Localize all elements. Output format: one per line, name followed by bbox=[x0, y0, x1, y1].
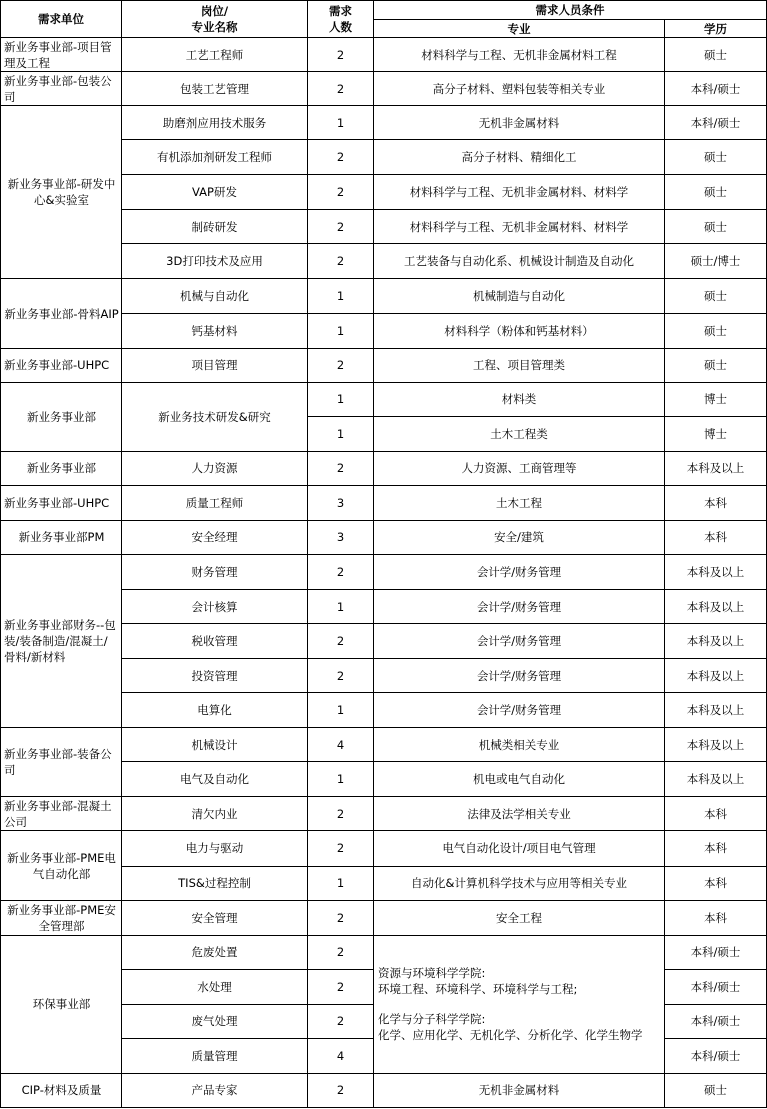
count-cell: 1 bbox=[308, 382, 374, 416]
degree-cell: 本科/硕士 bbox=[665, 1038, 767, 1073]
unit-cell: 新业务事业部-包装公司 bbox=[1, 72, 122, 106]
count-cell: 2 bbox=[308, 1073, 374, 1107]
count-cell: 4 bbox=[308, 728, 374, 762]
position-cell: 工艺工程师 bbox=[122, 38, 308, 72]
major-cell: 土木工程类 bbox=[374, 416, 665, 451]
table-row bbox=[1, 900, 767, 935]
position-cell: 投资管理 bbox=[122, 659, 308, 693]
count-cell: 1 bbox=[308, 762, 374, 797]
position-cell: 包装工艺管理 bbox=[122, 72, 308, 106]
unit-cell: 新业务事业部-PME电气自动化部 bbox=[1, 831, 122, 900]
major-cell: 会计学/财务管理 bbox=[374, 659, 665, 693]
count-cell: 1 bbox=[308, 866, 374, 900]
major-cell: 机电或电气自动化 bbox=[374, 762, 665, 797]
degree-cell: 本科及以上 bbox=[665, 659, 767, 693]
major-cell: 材料科学与工程、无机非金属材料、材料学 bbox=[374, 210, 665, 244]
count-cell: 1 bbox=[308, 416, 374, 451]
position-cell: 3D打印技术及应用 bbox=[122, 244, 308, 279]
unit-cell: 新业务事业部-PME安全管理部 bbox=[1, 900, 122, 935]
degree-cell: 本科/硕士 bbox=[665, 1004, 767, 1038]
major-cell: 机械制造与自动化 bbox=[374, 279, 665, 313]
table-row bbox=[1, 797, 767, 831]
degree-cell: 本科 bbox=[665, 866, 767, 900]
count-cell: 2 bbox=[308, 900, 374, 935]
degree-cell: 本科/硕士 bbox=[665, 72, 767, 106]
position-cell: 电气及自动化 bbox=[122, 762, 308, 797]
major-cell: 土木工程 bbox=[374, 485, 665, 520]
position-cell: 有机添加剂研发工程师 bbox=[122, 140, 308, 175]
position-cell: 会计核算 bbox=[122, 590, 308, 624]
degree-cell: 硕士 bbox=[665, 140, 767, 175]
count-cell: 2 bbox=[308, 244, 374, 279]
major-cell: 法律及法学相关专业 bbox=[374, 797, 665, 831]
count-cell: 1 bbox=[308, 313, 374, 348]
count-cell: 1 bbox=[308, 106, 374, 140]
env-major-line: 化学与分子科学学院: bbox=[378, 1012, 486, 1027]
position-cell: 机械设计 bbox=[122, 728, 308, 762]
unit-cell: 新业务事业部-UHPC bbox=[1, 485, 122, 520]
unit-cell: 新业务事业部财务--包装/装备制造/混凝土/骨料/新材料 bbox=[1, 554, 122, 727]
count-cell: 2 bbox=[308, 797, 374, 831]
position-cell: 项目管理 bbox=[122, 348, 308, 382]
env-major-line: 环境工程、环境科学、环境科学与工程; bbox=[378, 982, 578, 997]
major-cell: 安全工程 bbox=[374, 900, 665, 935]
position-cell: 人力资源 bbox=[122, 451, 308, 485]
position-cell: 电算化 bbox=[122, 693, 308, 728]
major-cell: 安全/建筑 bbox=[374, 520, 665, 554]
major-cell: 会计学/财务管理 bbox=[374, 554, 665, 589]
major-cell: 材料类 bbox=[374, 382, 665, 416]
header-degree: 学历 bbox=[665, 20, 767, 38]
degree-cell: 博士 bbox=[665, 416, 767, 451]
unit-cell: 新业务事业部 bbox=[1, 382, 122, 451]
unit-cell: 新业务事业部 bbox=[1, 451, 122, 485]
degree-cell: 硕士 bbox=[665, 1073, 767, 1107]
header-row-top bbox=[1, 1, 767, 20]
count-cell: 2 bbox=[308, 140, 374, 175]
position-cell: 安全管理 bbox=[122, 900, 308, 935]
count-cell: 2 bbox=[308, 1004, 374, 1038]
major-cell: 会计学/财务管理 bbox=[374, 624, 665, 659]
unit-cell: CIP-材料及质量 bbox=[1, 1073, 122, 1107]
header-major: 专业 bbox=[374, 20, 665, 38]
count-cell: 2 bbox=[308, 659, 374, 693]
count-cell: 2 bbox=[308, 348, 374, 382]
degree-cell: 本科/硕士 bbox=[665, 935, 767, 969]
position-cell: 助磨剂应用技术服务 bbox=[122, 106, 308, 140]
degree-cell: 硕士 bbox=[665, 210, 767, 244]
table-row bbox=[1, 38, 767, 72]
unit-cell: 新业务事业部-混凝土公司 bbox=[1, 797, 122, 831]
degree-cell: 本科 bbox=[665, 900, 767, 935]
header-count: 需求 人数 bbox=[308, 1, 374, 38]
position-cell: 危废处置 bbox=[122, 935, 308, 969]
position-cell: 质量工程师 bbox=[122, 485, 308, 520]
degree-cell: 本科 bbox=[665, 485, 767, 520]
table-row bbox=[1, 1073, 767, 1107]
count-cell: 1 bbox=[308, 693, 374, 728]
degree-cell: 本科及以上 bbox=[665, 728, 767, 762]
degree-cell: 本科及以上 bbox=[665, 624, 767, 659]
table-row bbox=[1, 279, 767, 313]
unit-cell: 新业务事业部-装备公司 bbox=[1, 728, 122, 797]
count-cell: 2 bbox=[308, 72, 374, 106]
degree-cell: 硕士/博士 bbox=[665, 244, 767, 279]
degree-cell: 硕士 bbox=[665, 279, 767, 313]
degree-cell: 硕士 bbox=[665, 313, 767, 348]
unit-cell: 新业务事业部-项目管理及工程 bbox=[1, 38, 122, 72]
table-row bbox=[1, 485, 767, 520]
degree-cell: 硕士 bbox=[665, 38, 767, 72]
header-unit: 需求单位 bbox=[1, 1, 122, 38]
degree-cell: 本科 bbox=[665, 520, 767, 554]
count-cell: 3 bbox=[308, 520, 374, 554]
major-cell: 材料科学（粉体和钙基材料） bbox=[374, 313, 665, 348]
major-cell: 高分子材料、塑料包装等相关专业 bbox=[374, 72, 665, 106]
position-cell: 钙基材料 bbox=[122, 313, 308, 348]
table-row bbox=[1, 106, 767, 140]
major-cell: 无机非金属材料 bbox=[374, 106, 665, 140]
position-cell: 税收管理 bbox=[122, 624, 308, 659]
major-cell: 材料科学与工程、无机非金属材料工程 bbox=[374, 38, 665, 72]
position-cell: 水处理 bbox=[122, 969, 308, 1004]
table-row bbox=[1, 72, 767, 106]
env-major-line: 资源与环境科学学院: bbox=[378, 966, 486, 981]
degree-cell: 本科 bbox=[665, 797, 767, 831]
major-cell: 人力资源、工商管理等 bbox=[374, 451, 665, 485]
major-cell: 会计学/财务管理 bbox=[374, 693, 665, 728]
position-cell: 新业务技术研发&研究 bbox=[122, 382, 308, 451]
major-cell: 材料科学与工程、无机非金属材料、材料学 bbox=[374, 175, 665, 210]
degree-cell: 本科/硕士 bbox=[665, 106, 767, 140]
degree-cell: 本科 bbox=[665, 831, 767, 866]
position-cell: 安全经理 bbox=[122, 520, 308, 554]
position-cell: 质量管理 bbox=[122, 1038, 308, 1073]
position-cell: 制砖研发 bbox=[122, 210, 308, 244]
count-cell: 2 bbox=[308, 624, 374, 659]
position-cell: 产品专家 bbox=[122, 1073, 308, 1107]
major-cell: 高分子材料、精细化工 bbox=[374, 140, 665, 175]
table-row bbox=[1, 728, 767, 762]
unit-cell: 新业务事业部PM bbox=[1, 520, 122, 554]
degree-cell: 硕士 bbox=[665, 348, 767, 382]
count-cell: 2 bbox=[308, 38, 374, 72]
major-cell: 电气自动化设计/项目电气管理 bbox=[374, 831, 665, 866]
count-cell: 1 bbox=[308, 590, 374, 624]
table-row bbox=[1, 348, 767, 382]
major-cell: 会计学/财务管理 bbox=[374, 590, 665, 624]
position-cell: VAP研发 bbox=[122, 175, 308, 210]
major-cell: 工艺装备与自动化系、机械设计制造及自动化 bbox=[374, 244, 665, 279]
count-cell: 2 bbox=[308, 451, 374, 485]
count-cell: 2 bbox=[308, 935, 374, 969]
unit-cell: 环保事业部 bbox=[1, 935, 122, 1073]
degree-cell: 硕士 bbox=[665, 175, 767, 210]
count-cell: 2 bbox=[308, 554, 374, 589]
degree-cell: 本科/硕士 bbox=[665, 969, 767, 1004]
position-cell: 机械与自动化 bbox=[122, 279, 308, 313]
count-cell: 1 bbox=[308, 279, 374, 313]
header-requirements: 需求人员条件 bbox=[374, 1, 767, 20]
unit-cell: 新业务事业部-骨料AIP bbox=[1, 279, 122, 348]
table-row bbox=[1, 935, 767, 969]
table-row bbox=[1, 831, 767, 866]
degree-cell: 本科及以上 bbox=[665, 590, 767, 624]
degree-cell: 本科及以上 bbox=[665, 554, 767, 589]
env-major-cell bbox=[374, 935, 665, 1073]
position-cell: 财务管理 bbox=[122, 554, 308, 589]
degree-cell: 本科及以上 bbox=[665, 693, 767, 728]
degree-cell: 博士 bbox=[665, 382, 767, 416]
count-cell: 4 bbox=[308, 1038, 374, 1073]
count-cell: 3 bbox=[308, 485, 374, 520]
count-cell: 2 bbox=[308, 831, 374, 866]
major-cell: 自动化&计算机科学技术与应用等相关专业 bbox=[374, 866, 665, 900]
unit-cell: 新业务事业部-UHPC bbox=[1, 348, 122, 382]
header-position: 岗位/ 专业名称 bbox=[122, 1, 308, 38]
major-cell: 工程、项目管理类 bbox=[374, 348, 665, 382]
table-row bbox=[1, 520, 767, 554]
count-cell: 2 bbox=[308, 175, 374, 210]
degree-cell: 本科及以上 bbox=[665, 762, 767, 797]
position-cell: 清欠内业 bbox=[122, 797, 308, 831]
major-cell: 无机非金属材料 bbox=[374, 1073, 665, 1107]
count-cell: 2 bbox=[308, 969, 374, 1004]
position-cell: 电力与驱动 bbox=[122, 831, 308, 866]
table-row bbox=[1, 382, 767, 416]
position-cell: 废气处理 bbox=[122, 1004, 308, 1038]
env-major-line: 化学、应用化学、无机化学、分析化学、化学生物学 bbox=[378, 1028, 643, 1043]
position-cell: TIS&过程控制 bbox=[122, 866, 308, 900]
degree-cell: 本科及以上 bbox=[665, 451, 767, 485]
unit-cell: 新业务事业部-研发中心&实验室 bbox=[1, 106, 122, 279]
major-cell: 机械类相关专业 bbox=[374, 728, 665, 762]
table-row bbox=[1, 554, 767, 589]
table-row bbox=[1, 451, 767, 485]
count-cell: 2 bbox=[308, 210, 374, 244]
